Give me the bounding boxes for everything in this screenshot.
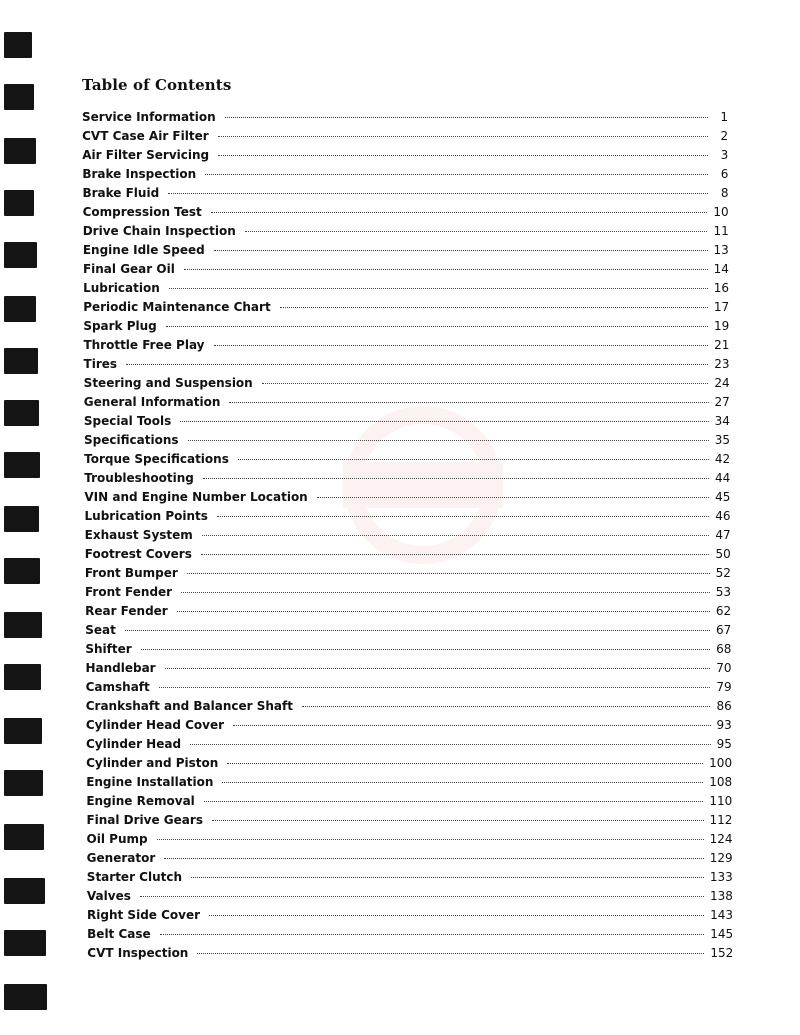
dot-leader [166,326,708,327]
toc-entry-label: Oil Pump [86,832,148,846]
dot-leader [209,915,704,916]
binding-tab-mark [4,878,45,904]
toc-entry-page-number: 86 [716,699,732,713]
toc-entry[interactable] [82,165,728,184]
dot-leader [159,687,711,688]
dot-leader [218,155,708,156]
toc-entry[interactable] [85,621,731,640]
dot-leader [214,250,708,251]
toc-entry-label: Engine Removal [86,794,195,808]
toc-entry-page-number: 13 [713,243,729,257]
toc-entry[interactable] [83,203,729,222]
toc-entry-label: Starter Clutch [86,870,183,884]
toc-entry[interactable] [85,583,731,602]
dot-leader [238,459,709,460]
toc-entry[interactable] [84,374,730,393]
toc-entry[interactable] [84,450,730,469]
toc-entry-page-number: 19 [714,319,730,333]
binding-tab-mark [4,190,34,216]
toc-entry[interactable] [87,906,733,925]
toc-entry[interactable] [84,488,730,507]
toc-entry-label: Tires [83,357,118,371]
dot-leader [233,725,711,726]
toc-entry-label: Lubrication Points [84,509,208,523]
toc-entry-label: Cylinder and Piston [86,756,219,770]
toc-entry-label: Steering and Suspension [83,376,253,390]
toc-entry[interactable] [85,545,731,564]
dot-leader [262,383,709,384]
toc-entry-label: Engine Installation [86,775,214,789]
toc-entry-page-number: 79 [716,680,732,694]
dot-leader [187,573,710,574]
toc-entry-page-number: 143 [710,908,734,922]
dot-leader [201,554,710,555]
binding-tab-strip [0,0,48,1035]
binding-tab-mark [4,84,34,110]
toc-entry-page-number: 50 [715,547,731,561]
toc-entry[interactable] [85,507,731,526]
toc-entry-label: Brake Fluid [82,186,160,200]
toc-entry-label: Spark Plug [83,319,157,333]
toc-entry[interactable] [82,127,728,146]
toc-entry-label: Valves [86,889,131,903]
dot-leader [180,421,708,422]
toc-entry-page-number: 45 [715,490,731,504]
dot-leader [211,212,708,213]
toc-entry-page-number: 10 [713,205,729,219]
dot-leader [164,858,704,859]
toc-entry-label: Special Tools [83,414,172,428]
toc-entry-page-number: 112 [709,813,733,827]
toc-entry[interactable] [87,925,733,944]
toc-entry[interactable] [87,887,733,906]
toc-entry[interactable] [85,602,731,621]
dot-leader [317,497,709,498]
toc-entry[interactable] [84,469,730,488]
binding-tab-mark [4,242,37,268]
binding-tab-mark [4,400,39,426]
page-title: Table of Contents [82,76,232,94]
dot-leader [191,877,704,878]
toc-entry[interactable] [87,849,733,868]
toc-entry[interactable] [82,108,728,127]
toc-entry-page-number: 52 [715,566,731,580]
dot-leader [168,193,708,194]
toc-entry[interactable] [85,659,731,678]
dot-leader [126,364,708,365]
toc-entry[interactable] [86,678,732,697]
toc-entry-label: Compression Test [82,205,202,219]
toc-entry-page-number: 24 [714,376,730,390]
toc-entry-label: CVT Case Air Filter [82,129,209,143]
toc-entry-label: Lubrication [83,281,160,295]
dot-leader [229,402,708,403]
toc-entry[interactable] [83,279,729,298]
toc-entry-label: Air Filter Servicing [82,148,210,162]
dot-leader [177,611,710,612]
toc-entry[interactable] [85,640,731,659]
dot-leader [222,782,703,783]
toc-entry-label: CVT Inspection [87,946,189,960]
dot-leader [184,269,708,270]
toc-entry-page-number: 11 [713,224,729,238]
binding-tab-mark [4,452,40,478]
dot-leader [225,117,708,118]
binding-tab-mark [4,138,36,164]
dot-leader [202,535,710,536]
binding-tab-mark [4,348,38,374]
dot-leader [205,174,708,175]
binding-tab-mark [4,296,36,322]
toc-entry-label: Troubleshooting [84,471,194,485]
dot-leader [302,706,710,707]
toc-entry[interactable] [84,355,730,374]
toc-entry-page-number: 17 [713,300,730,314]
toc-entry-label: Cylinder Head [85,737,182,751]
toc-entry-label: Throttle Free Play [83,338,205,352]
toc-entry-page-number: 16 [713,281,730,295]
toc-entry[interactable] [85,564,731,583]
toc-entry-page-number: 145 [710,927,734,941]
toc-entry-page-number: 53 [715,585,731,599]
toc-entry-page-number: 110 [709,794,733,808]
toc-entry-page-number: 21 [714,338,730,352]
toc-entry-label: General Information [83,395,221,409]
toc-entry-page-number: 14 [713,262,729,276]
toc-entry-page-number: 95 [716,737,732,751]
dot-leader [165,668,711,669]
dot-leader [227,763,703,764]
binding-tab-mark [4,506,39,532]
dot-leader [212,820,704,821]
toc-entry-page-number: 108 [709,775,733,789]
toc-entry-page-number: 47 [715,528,731,542]
toc-entry-page-number: 6 [720,167,729,181]
toc-entry[interactable] [86,716,732,735]
toc-entry-page-number: 152 [710,946,734,960]
toc-entry-label: Generator [86,851,156,865]
binding-tab-mark [4,32,32,58]
toc-entry-label: Belt Case [87,927,151,941]
toc-entry-label: Right Side Cover [87,908,201,922]
binding-tab-mark [4,930,46,956]
dot-leader [160,934,705,935]
binding-tab-mark [4,984,47,1010]
toc-entry[interactable] [86,773,732,792]
dot-leader [218,136,708,137]
toc-entry[interactable] [84,431,730,450]
dot-leader [157,839,704,840]
dot-leader [125,630,710,631]
toc-entry[interactable] [82,146,728,165]
toc-list [82,108,734,963]
toc-entry-page-number: 1 [720,110,728,124]
toc-entry[interactable] [82,184,728,203]
toc-entry-label: Periodic Maintenance Chart [83,300,271,314]
toc-entry-page-number: 3 [720,148,729,162]
toc-entry-page-number: 23 [714,357,730,371]
toc-entry[interactable] [83,317,729,336]
toc-entry[interactable] [83,298,729,317]
toc-entry[interactable] [83,260,729,279]
toc-entry-label: Final Drive Gears [86,813,203,827]
toc-entry[interactable] [86,811,732,830]
toc-entry-page-number: 8 [720,186,729,200]
binding-tab-mark [4,664,41,690]
toc-entry-label: Handlebar [85,661,156,675]
toc-entry[interactable] [83,336,729,355]
toc-entry-label: Crankshaft and Balancer Shaft [85,699,293,713]
dot-leader [140,896,704,897]
dot-leader [188,440,709,441]
toc-entry-page-number: 35 [714,433,731,447]
dot-leader [141,649,710,650]
toc-entry-label: Exhaust System [84,528,193,542]
toc-entry-page-number: 93 [716,718,732,732]
dot-leader [169,288,708,289]
toc-entry-page-number: 42 [714,452,731,466]
dot-leader [203,478,709,479]
toc-entry-page-number: 70 [716,661,732,675]
dot-leader [214,345,709,346]
toc-entry-page-number: 2 [720,129,729,143]
toc-entry[interactable] [86,792,732,811]
toc-entry[interactable] [83,241,729,260]
toc-entry-label: Engine Idle Speed [82,243,205,257]
toc-entry-label: Front Fender [85,585,173,599]
toc-entry-label: Seat [85,623,116,637]
binding-tab-mark [4,824,44,850]
toc-entry-label: VIN and Engine Number Location [84,490,308,504]
dot-leader [181,592,710,593]
toc-entry-label: Service Information [82,110,216,124]
binding-tab-mark [4,612,42,638]
toc-entry-label: Specifications [84,433,179,447]
toc-entry[interactable] [84,393,730,412]
toc-entry-label: Footrest Covers [84,547,192,561]
toc-entry-page-number: 100 [709,756,733,770]
toc-entry[interactable] [87,944,733,963]
toc-entry-label: Shifter [85,642,132,656]
toc-entry-page-number: 68 [716,642,732,656]
toc-entry-page-number: 138 [710,889,733,903]
toc-entry-page-number: 129 [709,851,733,865]
toc-entry-page-number: 67 [715,623,732,637]
dot-leader [217,516,709,517]
toc-entry-label: Final Gear Oil [82,262,175,276]
toc-entry-label: Brake Inspection [82,167,197,181]
toc-entry-page-number: 34 [714,414,730,428]
binding-tab-mark [4,718,42,744]
dot-leader [197,953,704,954]
dot-leader [204,801,704,802]
dot-leader [245,231,708,232]
toc-entry-label: Camshaft [85,680,150,694]
toc-entry[interactable] [87,830,733,849]
toc-entry[interactable] [87,868,733,887]
binding-tab-mark [4,558,40,584]
toc-entry[interactable] [83,222,729,241]
toc-entry-label: Torque Specifications [84,452,229,466]
toc-entry[interactable] [85,526,731,545]
dot-leader [280,307,708,308]
toc-entry-page-number: 133 [709,870,733,884]
toc-entry-page-number: 27 [714,395,730,409]
toc-entry-label: Cylinder Head Cover [85,718,225,732]
toc-entry[interactable] [86,754,732,773]
toc-entry-label: Rear Fender [85,604,168,618]
binding-tab-mark [4,770,43,796]
toc-entry[interactable] [86,697,732,716]
toc-entry-label: Front Bumper [84,566,178,580]
dot-leader [190,744,711,745]
toc-entry[interactable] [84,412,730,431]
toc-entry-label: Drive Chain Inspection [82,224,236,238]
toc-entry-page-number: 124 [709,832,733,846]
toc-entry-page-number: 46 [715,509,731,523]
toc-entry[interactable] [86,735,732,754]
toc-entry-page-number: 44 [714,471,731,485]
toc-entry-page-number: 62 [715,604,732,618]
